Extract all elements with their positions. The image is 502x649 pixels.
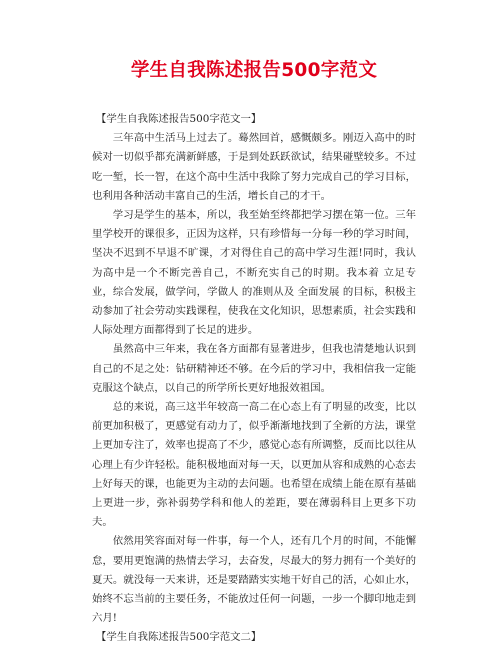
paragraph-5: 依然用笑容面对每一件事，每一个人，还有几个月的时间，不能懈怠，要用更饱满的热情去学习，去奋发，尽最大的努力拥有一个美好的夏天。就没每一天来讲，还是要踏踏实实地干好自己的活，心如止水，始终不忘当前的主要任务，不能放过任何一问题，一步一个脚印地走到六月! (92, 535, 416, 625)
paragraph-4: 总的来说，高三这半年较高一高二在心态上有了明显的改变，比以前更加积极了，更感觉有动力了，似乎渐渐地找到了全新的方法，课堂上更加专注了，效率也提高了不少，感觉心态有所调整，反而比以往从心理上有少许轻松。能积极地面对每一天，以更加从容和成熟的心态去上好每天的课，也能更为主动的去问题。也希望在成绩上能在原有基础上更进一步，弥补弱势学科和他人的差距，要在薄弱科目上更多下功夫。 (92, 401, 416, 529)
document-title: 学生自我陈述报告500字范文 (130, 60, 378, 81)
paragraph-2: 学习是学生的基本，所以，我至始至终都把学习摆在第一位。三年里学校开的课很多，正因为这样，只有珍惜每一分每一秒的学习时间，坚决不迟到不早退不旷课，才对得住自己的高中学习生涯!同时，我认为高中是一个不断完善自己，不断充实自己的时期。我本着 立足专业，综合发展，做学问，学做人 的准则从及 全面发展 的目标，积极主动参加了社会劳动实践课程，使我在文化知识，思想素质，社会实践和人际处理方面都得到了长足的进步。 (92, 209, 416, 337)
section-heading-1: 【学生自我陈述报告500字范文一】 (96, 113, 262, 125)
section-heading-2: 【学生自我陈述报告500字范文二】 (96, 631, 262, 644)
paragraph-3: 虽然高中三年来，我在各方面都有显著进步，但我也清楚地认识到自己的不足之处：钻研精神还不够。在今后的学习中，我相信我一定能克服这个缺点，以自己的所学所长更好地报效祖国。 (92, 343, 416, 394)
paragraph-1: 三年高中生活马上过去了。蓦然回首，感慨颇多。刚迈入高中的时候对一切似乎都充满新鲜感，于是到处跃跃欲试，结果碰壁较多。不过 吃一堑，长一智，在这个高中生活中我除了努力完成自己的学习目标，也利用各种活动丰富自己的生活，增长自己的才干。 (92, 132, 416, 202)
